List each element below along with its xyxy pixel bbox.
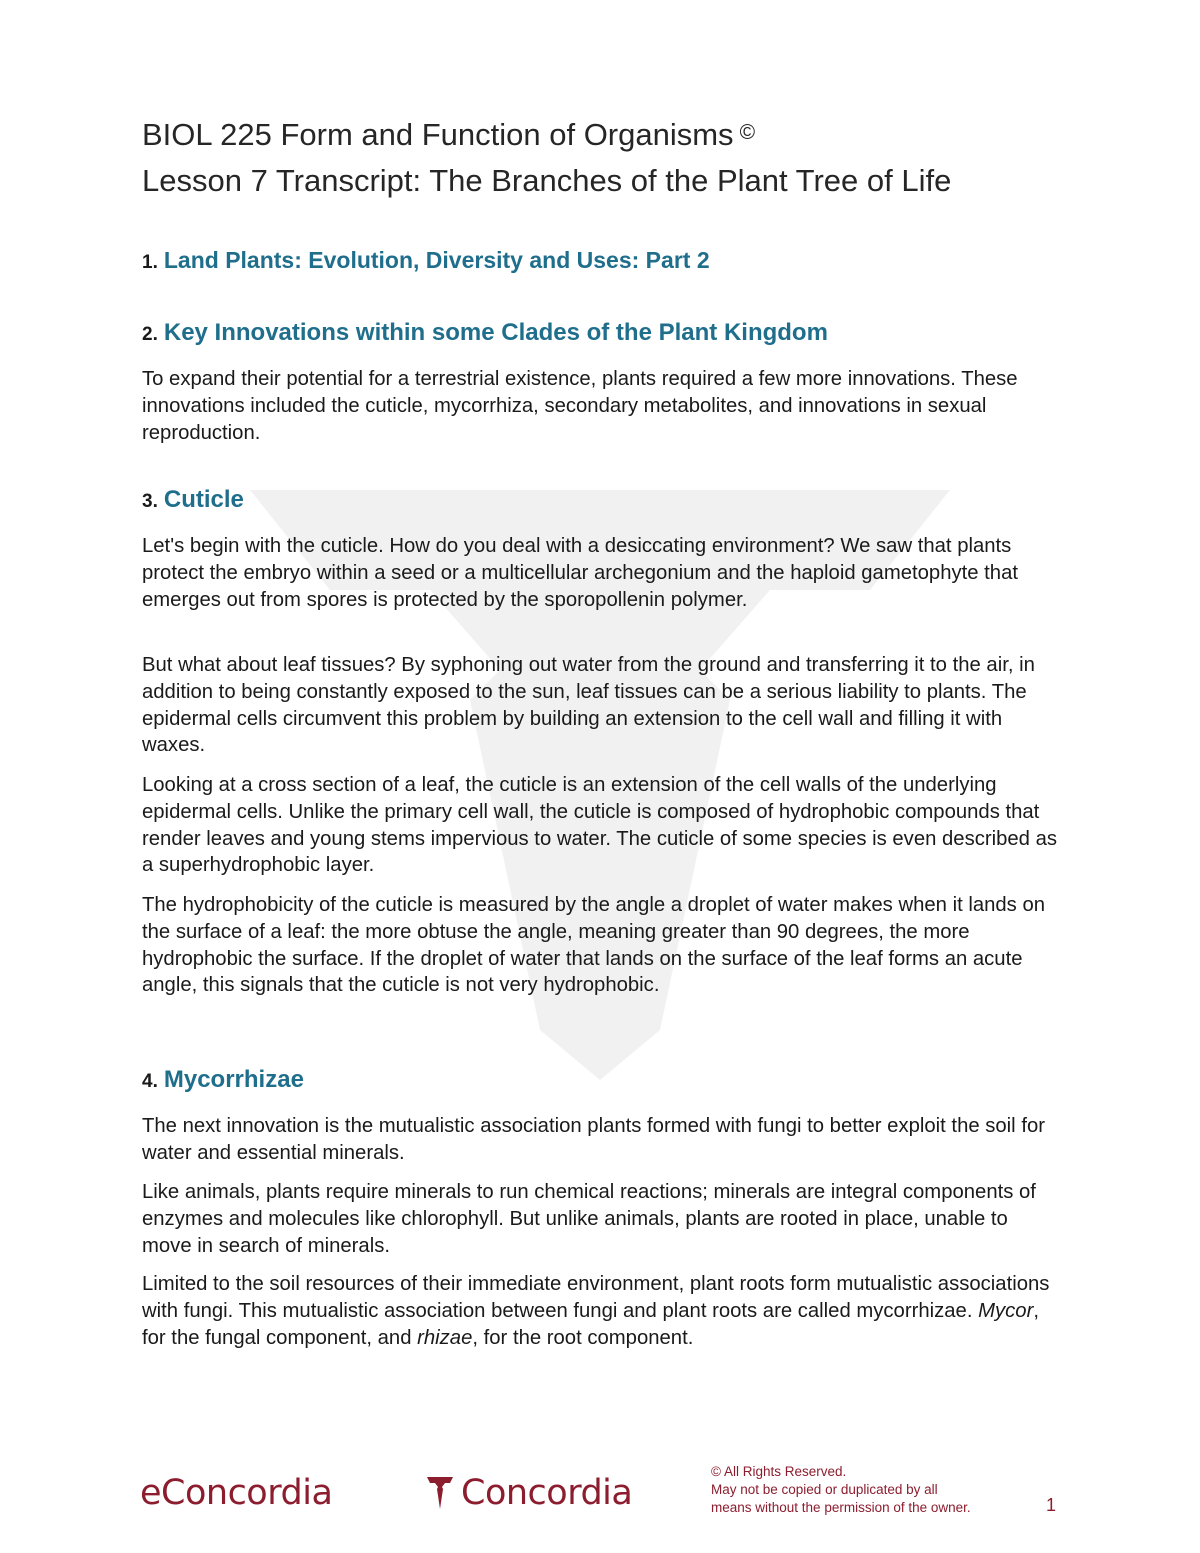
paragraph-text: Limited to the soil resources of their immediate environment, plant roots form mutualistic associations with fungi. This mutualistic association between fungi and plant roots are called mycorrhizae. xyxy=(142,1273,1050,1322)
page-number: 1 xyxy=(1046,1495,1057,1515)
rights-line: May not be copied or duplicated by all xyxy=(711,1482,938,1497)
paragraph-text: , for the fungal component, and xyxy=(142,1299,1039,1349)
section-heading-2 xyxy=(142,318,828,350)
title-mark: © xyxy=(739,121,756,144)
paragraph: The next innovation is the mutualistic association plants formed with fungi to better exploit the soil for water and essential minerals. xyxy=(142,1115,1045,1164)
section-title: Mycorrhizae xyxy=(163,1066,304,1093)
concordia-shield-icon xyxy=(425,1473,455,1513)
paragraph: Like animals, plants require minerals to run chemical reactions; minerals are integral components of enzymes and molecules like chlorophyll. But unlike animals, plants are rooted in place, unable to move in search of minerals. xyxy=(142,1181,1036,1257)
econcordia-logo-text: eConcordia xyxy=(140,1473,333,1513)
section-heading-1 xyxy=(142,245,710,278)
document-title xyxy=(142,113,755,155)
section-number: 2. xyxy=(142,324,158,345)
emphasis-term: rhizae xyxy=(417,1326,473,1349)
section-number: 3. xyxy=(142,491,158,512)
rights-line: means without the permission of the owner. xyxy=(711,1500,971,1515)
concordia-logo xyxy=(425,1467,632,1519)
section-number: 4. xyxy=(142,1071,158,1092)
section-number: 1. xyxy=(142,252,158,273)
section-heading-4 xyxy=(142,1065,304,1097)
econcordia-logo xyxy=(140,1467,332,1519)
paragraph: Let's begin with the cuticle. How do you deal with a desiccating environment? We saw that plants protect the embryo within a seed or a multicellular archegonium and the haploid gametophyte that emerges out from spores is protected by the sporopollenin polymer. xyxy=(142,535,1018,611)
section-title: Key Innovations within some Clades of the Plant Kingdom xyxy=(163,319,828,346)
paragraph: But what about leaf tissues? By syphoning out water from the ground and transferring it to the air, in addition to being constantly exposed to the sun, leaf tissues can be a serious liability to plants. The epidermal cells circumvent this problem by building an extension to the cell wall and filling it with waxes. xyxy=(142,654,1035,757)
section-heading-3 xyxy=(142,485,244,517)
section-title: Cuticle xyxy=(163,486,244,513)
page-footer xyxy=(0,1455,1200,1535)
section-title: Land Plants: Evolution, Diversity and Uses: Part 2 xyxy=(163,247,710,273)
paragraph xyxy=(142,1271,1062,1351)
document-subtitle: Lesson 7 Transcript: The Branches of the Plant Tree of Life xyxy=(142,163,952,198)
concordia-logo-text: Concordia xyxy=(461,1473,633,1513)
emphasis-term: Mycor xyxy=(978,1299,1034,1322)
rights-line: © All Rights Reserved. xyxy=(711,1464,847,1479)
rights-notice xyxy=(711,1463,1031,1517)
paragraph-text: , for the root component. xyxy=(472,1326,694,1349)
paragraph: To expand their potential for a terrestrial existence, plants required a few more innovations. These innovations included the cuticle, mycorrhiza, secondary metabolites, and innovations in sexual reproduction. xyxy=(142,368,1018,444)
paragraph: Looking at a cross section of a leaf, the cuticle is an extension of the cell walls of the underlying epidermal cells. Unlike the primary cell wall, the cuticle is composed of hydrophobic compounds that render leaves and young stems impervious to water. The cuticle of some species is even described as a superhydrophobic layer. xyxy=(142,774,1058,877)
paragraph: The hydrophobicity of the cuticle is measured by the angle a droplet of water makes when it lands on the surface of a leaf: the more obtuse the angle, meaning greater than 90 degrees, the more hydrophobic the surface. If the droplet of water that lands on the surface of the leaf forms an acute angle, this signals that the cuticle is not very hydrophobic. xyxy=(142,894,1046,997)
title-text: BIOL 225 Form and Function of Organisms xyxy=(142,117,734,152)
